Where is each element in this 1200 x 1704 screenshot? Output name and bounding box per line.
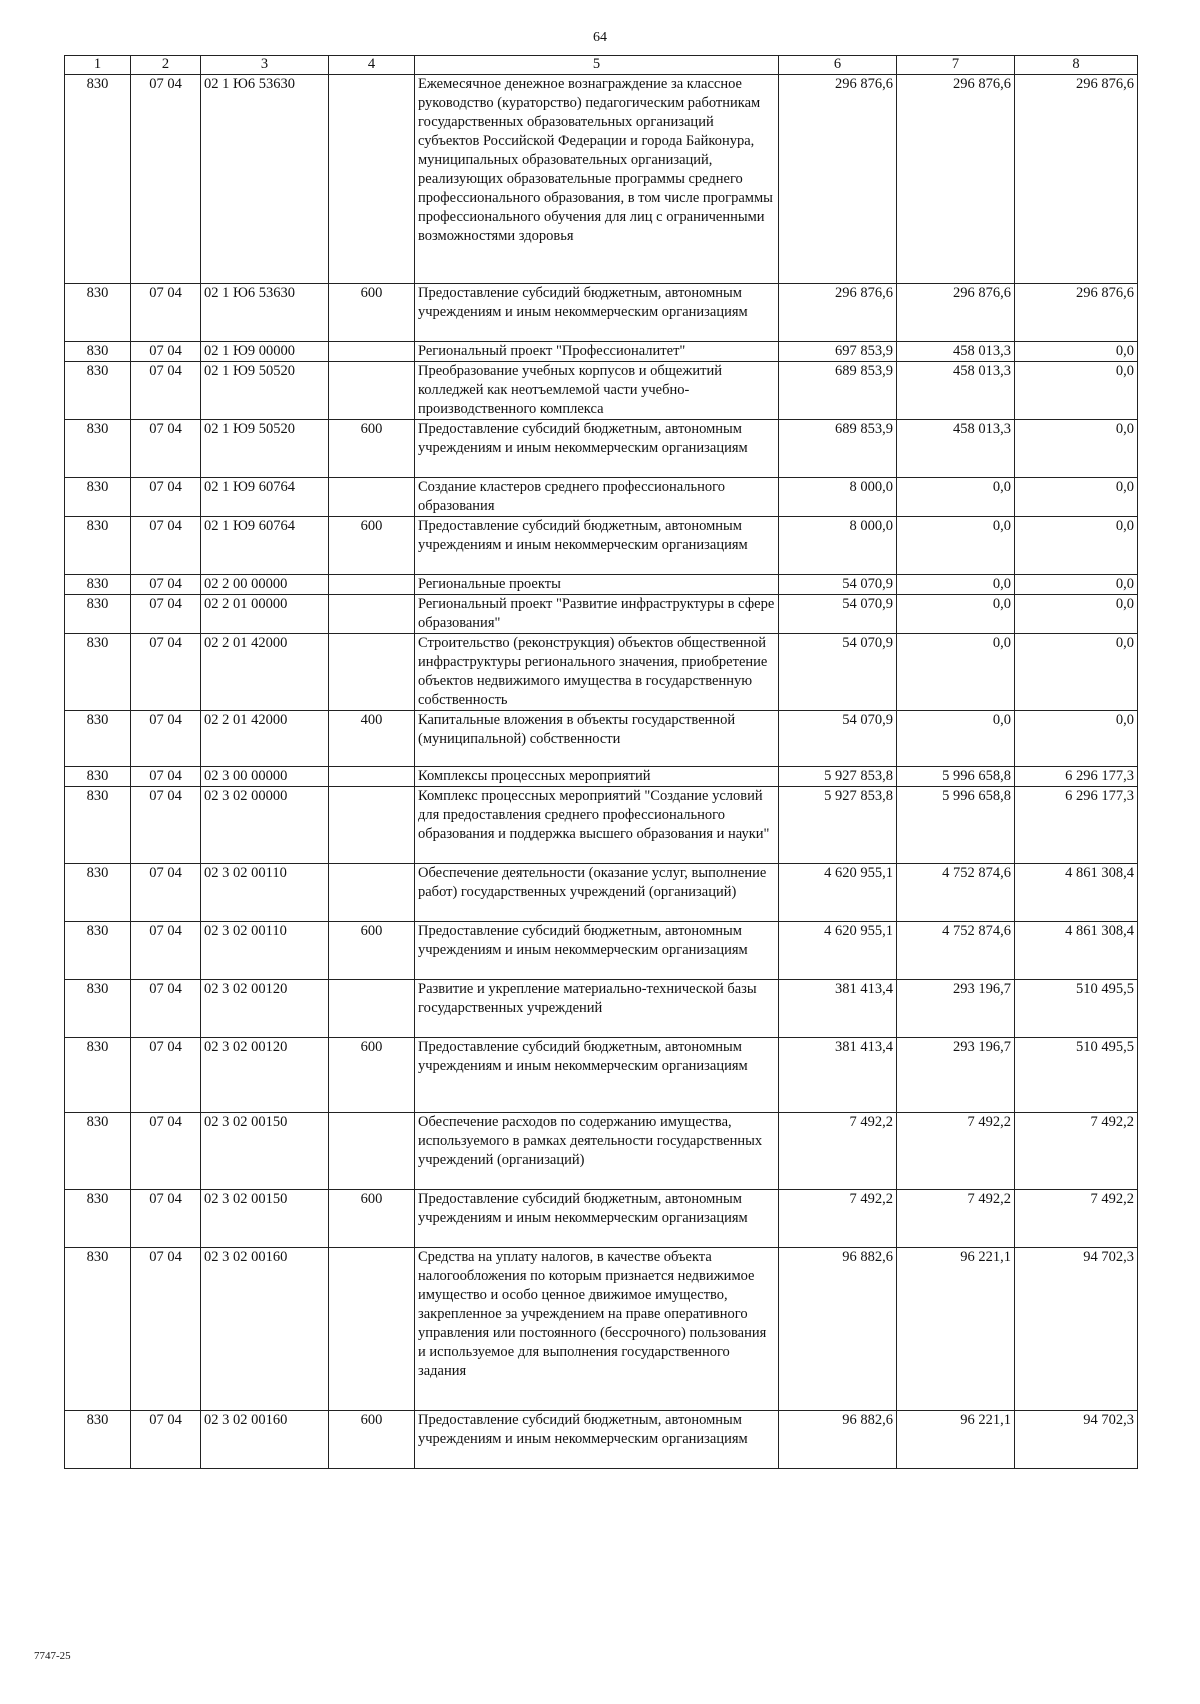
expense-type-cell: 400 <box>329 711 415 767</box>
expense-type-cell: 600 <box>329 1411 415 1469</box>
gov-code-cell: 830 <box>65 284 131 342</box>
section-cell: 07 04 <box>131 75 201 284</box>
year2-amount-cell: 458 013,3 <box>897 342 1015 362</box>
year3-amount-cell: 94 702,3 <box>1015 1248 1138 1411</box>
target-article-cell: 02 1 Ю9 60764 <box>201 517 329 575</box>
table-row <box>65 711 1138 767</box>
gov-code-cell: 830 <box>65 1190 131 1248</box>
gov-code-cell: 830 <box>65 75 131 284</box>
table-row <box>65 634 1138 711</box>
description-cell: Обеспечение деятельности (оказание услуг, выполнение работ) государственных учреждений (организаций) <box>415 864 779 922</box>
table-row <box>65 517 1138 575</box>
description-cell: Обеспечение расходов по содержанию имущества, используемого в рамках деятельности государственных учреждений (организаций) <box>415 1113 779 1190</box>
table-row <box>65 1411 1138 1469</box>
description-cell: Региональный проект "Развитие инфраструктуры в сфере образования" <box>415 595 779 634</box>
section-cell: 07 04 <box>131 284 201 342</box>
gov-code-cell: 830 <box>65 711 131 767</box>
column-header: 6 <box>779 56 897 75</box>
table-row <box>65 1113 1138 1190</box>
section-cell: 07 04 <box>131 478 201 517</box>
table-row <box>65 284 1138 342</box>
gov-code-cell: 830 <box>65 922 131 980</box>
year1-amount-cell: 7 492,2 <box>779 1190 897 1248</box>
expense-type-cell <box>329 575 415 595</box>
gov-code-cell: 830 <box>65 767 131 787</box>
year1-amount-cell: 697 853,9 <box>779 342 897 362</box>
section-cell: 07 04 <box>131 595 201 634</box>
year2-amount-cell: 296 876,6 <box>897 75 1015 284</box>
expense-type-cell <box>329 342 415 362</box>
section-cell: 07 04 <box>131 787 201 864</box>
table-row <box>65 478 1138 517</box>
gov-code-cell: 830 <box>65 575 131 595</box>
section-cell: 07 04 <box>131 517 201 575</box>
expense-type-cell <box>329 478 415 517</box>
section-cell: 07 04 <box>131 1038 201 1113</box>
year2-amount-cell: 0,0 <box>897 478 1015 517</box>
description-cell: Предоставление субсидий бюджетным, автономным учреждениям и иным некоммерческим организациям <box>415 1038 779 1113</box>
gov-code-cell: 830 <box>65 634 131 711</box>
year1-amount-cell: 689 853,9 <box>779 362 897 420</box>
gov-code-cell: 830 <box>65 787 131 864</box>
expense-type-cell <box>329 864 415 922</box>
year2-amount-cell: 0,0 <box>897 634 1015 711</box>
table-row <box>65 575 1138 595</box>
section-cell: 07 04 <box>131 1411 201 1469</box>
description-cell: Предоставление субсидий бюджетным, автономным учреждениям и иным некоммерческим организациям <box>415 1190 779 1248</box>
expense-type-cell <box>329 787 415 864</box>
gov-code-cell: 830 <box>65 342 131 362</box>
gov-code-cell: 830 <box>65 1038 131 1113</box>
expense-type-cell: 600 <box>329 1190 415 1248</box>
year2-amount-cell: 293 196,7 <box>897 1038 1015 1113</box>
year3-amount-cell: 4 861 308,4 <box>1015 864 1138 922</box>
page-number: 64 <box>593 30 607 45</box>
target-article-cell: 02 3 02 00160 <box>201 1248 329 1411</box>
target-article-cell: 02 2 01 00000 <box>201 595 329 634</box>
year2-amount-cell: 7 492,2 <box>897 1190 1015 1248</box>
table-row <box>65 1190 1138 1248</box>
year2-amount-cell: 4 752 874,6 <box>897 922 1015 980</box>
year3-amount-cell: 510 495,5 <box>1015 980 1138 1038</box>
year1-amount-cell: 4 620 955,1 <box>779 922 897 980</box>
year1-amount-cell: 7 492,2 <box>779 1113 897 1190</box>
column-header: 2 <box>131 56 201 75</box>
gov-code-cell: 830 <box>65 362 131 420</box>
description-cell: Региональные проекты <box>415 575 779 595</box>
year3-amount-cell: 4 861 308,4 <box>1015 922 1138 980</box>
year3-amount-cell: 0,0 <box>1015 478 1138 517</box>
year3-amount-cell: 296 876,6 <box>1015 284 1138 342</box>
expense-type-cell: 600 <box>329 922 415 980</box>
table-row <box>65 1038 1138 1113</box>
year1-amount-cell: 381 413,4 <box>779 1038 897 1113</box>
target-article-cell: 02 3 02 00150 <box>201 1113 329 1190</box>
year2-amount-cell: 96 221,1 <box>897 1248 1015 1411</box>
target-article-cell: 02 1 Ю9 00000 <box>201 342 329 362</box>
year1-amount-cell: 4 620 955,1 <box>779 864 897 922</box>
table-row <box>65 595 1138 634</box>
target-article-cell: 02 3 02 00120 <box>201 980 329 1038</box>
budget-table <box>64 55 1138 1469</box>
description-cell: Предоставление субсидий бюджетным, автономным учреждениям и иным некоммерческим организациям <box>415 1411 779 1469</box>
expense-type-cell: 600 <box>329 420 415 478</box>
section-cell: 07 04 <box>131 1248 201 1411</box>
description-cell: Ежемесячное денежное вознаграждение за классное руководство (кураторство) педагогическим работникам государственных образовательных организаций субъектов Российской Федерации и города Байконура, муниципальных образовательных организаций, реализующих образовательные программы среднего профессионального образования, в том числе программы профессионального обучения для лиц с ограниченными возможностями здоровья <box>415 75 779 284</box>
year3-amount-cell: 0,0 <box>1015 420 1138 478</box>
table-row <box>65 420 1138 478</box>
year2-amount-cell: 7 492,2 <box>897 1113 1015 1190</box>
year2-amount-cell: 96 221,1 <box>897 1411 1015 1469</box>
gov-code-cell: 830 <box>65 1248 131 1411</box>
table-row <box>65 342 1138 362</box>
expense-type-cell <box>329 595 415 634</box>
gov-code-cell: 830 <box>65 1411 131 1469</box>
year1-amount-cell: 296 876,6 <box>779 284 897 342</box>
description-cell: Средства на уплату налогов, в качестве объекта налогообложения по которым признается недвижимое имущество и особо ценное движимое имущество, закрепленное за учреждением на праве оперативного управления или постоянного (бессрочного) пользования и используемое для выполнения государственного задания <box>415 1248 779 1411</box>
section-cell: 07 04 <box>131 864 201 922</box>
section-cell: 07 04 <box>131 634 201 711</box>
gov-code-cell: 830 <box>65 595 131 634</box>
expense-type-cell: 600 <box>329 284 415 342</box>
year3-amount-cell: 296 876,6 <box>1015 75 1138 284</box>
expense-type-cell <box>329 767 415 787</box>
year3-amount-cell: 6 296 177,3 <box>1015 787 1138 864</box>
year2-amount-cell: 0,0 <box>897 575 1015 595</box>
section-cell: 07 04 <box>131 575 201 595</box>
section-cell: 07 04 <box>131 420 201 478</box>
year2-amount-cell: 0,0 <box>897 517 1015 575</box>
table-row <box>65 980 1138 1038</box>
table-row <box>65 864 1138 922</box>
expense-type-cell <box>329 1113 415 1190</box>
column-header: 1 <box>65 56 131 75</box>
column-header: 7 <box>897 56 1015 75</box>
description-cell: Капитальные вложения в объекты государственной (муниципальной) собственности <box>415 711 779 767</box>
target-article-cell: 02 2 00 00000 <box>201 575 329 595</box>
section-cell: 07 04 <box>131 362 201 420</box>
target-article-cell: 02 3 02 00110 <box>201 922 329 980</box>
year3-amount-cell: 0,0 <box>1015 517 1138 575</box>
year3-amount-cell: 510 495,5 <box>1015 1038 1138 1113</box>
year2-amount-cell: 296 876,6 <box>897 284 1015 342</box>
description-cell: Предоставление субсидий бюджетным, автономным учреждениям и иным некоммерческим организациям <box>415 284 779 342</box>
target-article-cell: 02 1 Ю9 50520 <box>201 362 329 420</box>
target-article-cell: 02 1 Ю6 53630 <box>201 75 329 284</box>
section-cell: 07 04 <box>131 711 201 767</box>
expense-type-cell <box>329 634 415 711</box>
year1-amount-cell: 54 070,9 <box>779 634 897 711</box>
target-article-cell: 02 1 Ю9 50520 <box>201 420 329 478</box>
year2-amount-cell: 5 996 658,8 <box>897 767 1015 787</box>
document-code: 7747-25 <box>34 1650 71 1662</box>
gov-code-cell: 830 <box>65 1113 131 1190</box>
gov-code-cell: 830 <box>65 517 131 575</box>
target-article-cell: 02 1 Ю9 60764 <box>201 478 329 517</box>
expense-type-cell <box>329 980 415 1038</box>
table-row <box>65 767 1138 787</box>
target-article-cell: 02 2 01 42000 <box>201 711 329 767</box>
year1-amount-cell: 296 876,6 <box>779 75 897 284</box>
expense-type-cell <box>329 362 415 420</box>
target-article-cell: 02 3 02 00160 <box>201 1411 329 1469</box>
expense-type-cell <box>329 75 415 284</box>
section-cell: 07 04 <box>131 342 201 362</box>
year1-amount-cell: 381 413,4 <box>779 980 897 1038</box>
year1-amount-cell: 5 927 853,8 <box>779 787 897 864</box>
year3-amount-cell: 0,0 <box>1015 362 1138 420</box>
year3-amount-cell: 0,0 <box>1015 342 1138 362</box>
column-header: 4 <box>329 56 415 75</box>
year1-amount-cell: 54 070,9 <box>779 595 897 634</box>
target-article-cell: 02 3 02 00110 <box>201 864 329 922</box>
column-header: 8 <box>1015 56 1138 75</box>
year1-amount-cell: 8 000,0 <box>779 478 897 517</box>
year3-amount-cell: 7 492,2 <box>1015 1190 1138 1248</box>
section-cell: 07 04 <box>131 1113 201 1190</box>
year1-amount-cell: 96 882,6 <box>779 1411 897 1469</box>
target-article-cell: 02 3 00 00000 <box>201 767 329 787</box>
gov-code-cell: 830 <box>65 864 131 922</box>
target-article-cell: 02 3 02 00120 <box>201 1038 329 1113</box>
description-cell: Создание кластеров среднего профессионального образования <box>415 478 779 517</box>
year2-amount-cell: 5 996 658,8 <box>897 787 1015 864</box>
year3-amount-cell: 0,0 <box>1015 634 1138 711</box>
table-row <box>65 787 1138 864</box>
expense-type-cell: 600 <box>329 517 415 575</box>
year1-amount-cell: 5 927 853,8 <box>779 767 897 787</box>
year3-amount-cell: 0,0 <box>1015 595 1138 634</box>
table-row <box>65 362 1138 420</box>
description-cell: Преобразование учебных корпусов и общежитий колледжей как неотъемлемой части учебно-производственного комплекса <box>415 362 779 420</box>
table-row <box>65 75 1138 284</box>
expense-type-cell <box>329 1248 415 1411</box>
table-row <box>65 922 1138 980</box>
target-article-cell: 02 2 01 42000 <box>201 634 329 711</box>
description-cell: Комплексы процессных мероприятий <box>415 767 779 787</box>
target-article-cell: 02 1 Ю6 53630 <box>201 284 329 342</box>
year3-amount-cell: 0,0 <box>1015 711 1138 767</box>
year3-amount-cell: 7 492,2 <box>1015 1113 1138 1190</box>
description-cell: Предоставление субсидий бюджетным, автономным учреждениям и иным некоммерческим организациям <box>415 517 779 575</box>
target-article-cell: 02 3 02 00000 <box>201 787 329 864</box>
table-row <box>65 1248 1138 1411</box>
table-body <box>65 75 1138 1469</box>
gov-code-cell: 830 <box>65 478 131 517</box>
description-cell: Региональный проект "Профессионалитет" <box>415 342 779 362</box>
year2-amount-cell: 293 196,7 <box>897 980 1015 1038</box>
section-cell: 07 04 <box>131 1190 201 1248</box>
description-cell: Развитие и укрепление материально-технической базы государственных учреждений <box>415 980 779 1038</box>
gov-code-cell: 830 <box>65 420 131 478</box>
year2-amount-cell: 0,0 <box>897 711 1015 767</box>
gov-code-cell: 830 <box>65 980 131 1038</box>
year2-amount-cell: 0,0 <box>897 595 1015 634</box>
year1-amount-cell: 8 000,0 <box>779 517 897 575</box>
description-cell: Предоставление субсидий бюджетным, автономным учреждениям и иным некоммерческим организациям <box>415 420 779 478</box>
expense-type-cell: 600 <box>329 1038 415 1113</box>
year1-amount-cell: 689 853,9 <box>779 420 897 478</box>
description-cell: Предоставление субсидий бюджетным, автономным учреждениям и иным некоммерческим организациям <box>415 922 779 980</box>
description-cell: Комплекс процессных мероприятий "Создание условий для предоставления среднего профессионального образования и поддержка высшего образования и науки" <box>415 787 779 864</box>
header-row <box>65 56 1138 75</box>
section-cell: 07 04 <box>131 767 201 787</box>
section-cell: 07 04 <box>131 980 201 1038</box>
target-article-cell: 02 3 02 00150 <box>201 1190 329 1248</box>
year1-amount-cell: 54 070,9 <box>779 711 897 767</box>
year1-amount-cell: 54 070,9 <box>779 575 897 595</box>
year1-amount-cell: 96 882,6 <box>779 1248 897 1411</box>
column-header: 5 <box>415 56 779 75</box>
description-cell: Строительство (реконструкция) объектов общественной инфраструктуры регионального значения, приобретение объектов недвижимого имущества в государственную собственность <box>415 634 779 711</box>
column-header: 3 <box>201 56 329 75</box>
year2-amount-cell: 458 013,3 <box>897 420 1015 478</box>
year2-amount-cell: 4 752 874,6 <box>897 864 1015 922</box>
year3-amount-cell: 0,0 <box>1015 575 1138 595</box>
year2-amount-cell: 458 013,3 <box>897 362 1015 420</box>
year3-amount-cell: 6 296 177,3 <box>1015 767 1138 787</box>
year3-amount-cell: 94 702,3 <box>1015 1411 1138 1469</box>
section-cell: 07 04 <box>131 922 201 980</box>
